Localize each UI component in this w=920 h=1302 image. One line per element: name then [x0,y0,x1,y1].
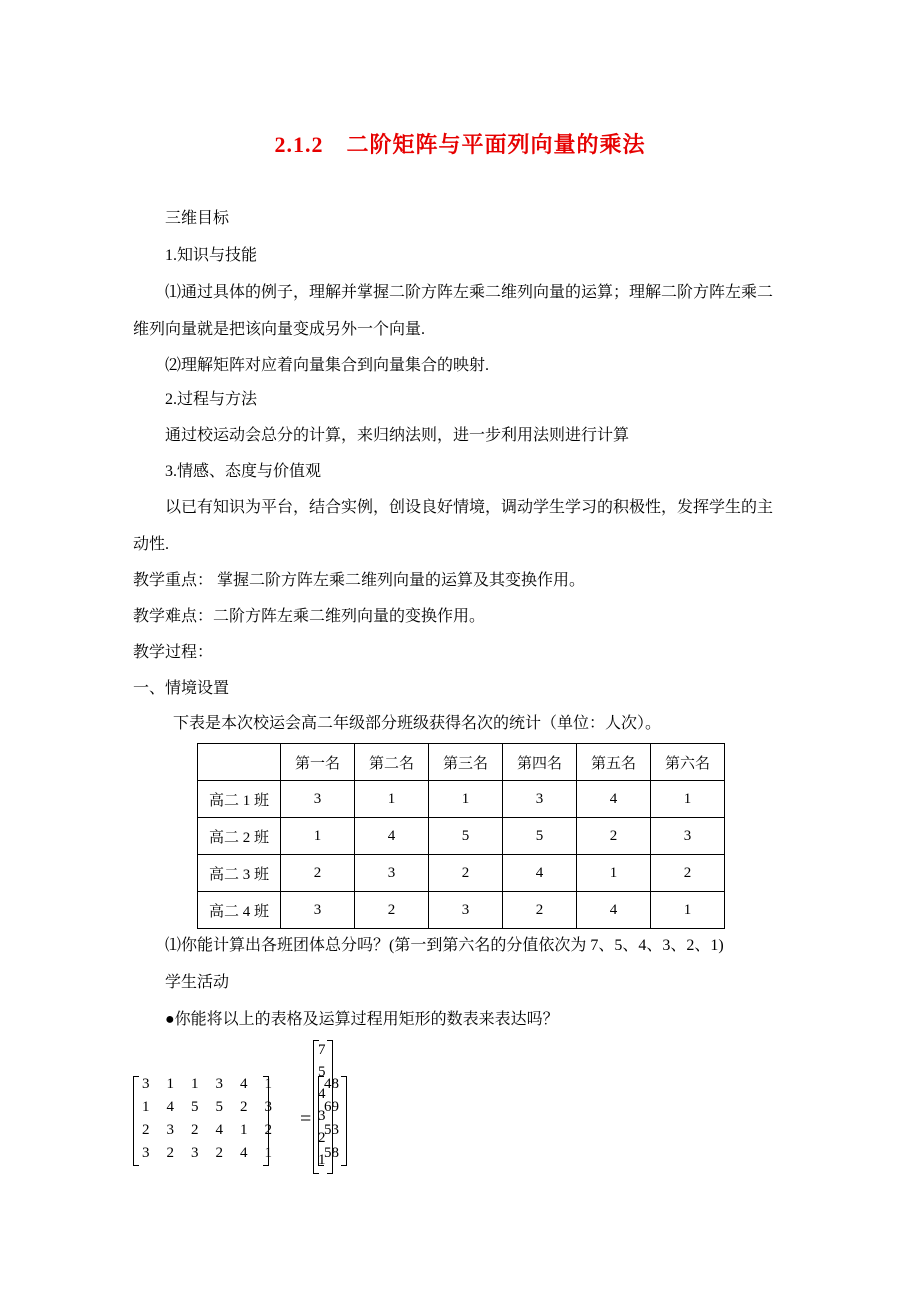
matrix-row [142,1099,289,1116]
process-heading: 教学过程： [133,644,214,661]
key-point: 教学重点： 掌握二阶方阵左乘二维列向量的运算及其变换作用。 [133,572,586,589]
table-cell: 4 [355,818,429,855]
matrix-entry: 3 [264,1099,272,1115]
matrix-entry: 3 [166,1122,174,1138]
vector-entry: 7 [318,1042,326,1058]
table-cell: 3 [651,818,725,855]
vector-entry: 3 [318,1108,326,1124]
matrix-entry: 2 [166,1145,174,1161]
table-row [198,818,725,855]
table-cell: 4 [577,781,651,818]
table-header-cell: 第五名 [577,744,651,781]
table-row [198,781,725,818]
table-header-cell: 第三名 [429,744,503,781]
table-header-cell: 第六名 [651,744,725,781]
table-cell: 2 [651,855,725,892]
table-cell: 1 [281,818,355,855]
matrix-entry: 4 [240,1076,248,1092]
result-entry: 48 [324,1076,339,1092]
matrix-entry: 2 [264,1122,272,1138]
table-cell: 3 [281,892,355,929]
matrix-entry: 4 [166,1099,174,1115]
table-row [198,892,725,929]
table-cell: 1 [355,781,429,818]
matrix-entry: 1 [240,1122,248,1138]
equals-sign: = [300,1108,312,1130]
table-cell: 2 [577,818,651,855]
table-cell: 高二 1 班 [198,781,281,818]
subheading: 1.知识与技能 [165,247,258,264]
matrix-entry: 2 [215,1145,223,1161]
matrix-entry: 3 [142,1076,150,1092]
table-cell: 1 [577,855,651,892]
matrix-entry: 1 [264,1145,272,1161]
table-cell: 3 [429,892,503,929]
matrix-entry: 2 [240,1099,248,1115]
table-header-row [198,744,725,781]
paragraph: ⑵理解矩阵对应着向量集合到向量集合的映射. [165,357,490,374]
vector-entry: 2 [318,1130,326,1146]
matrix-entry: 1 [191,1076,199,1092]
question: ●你能将以上的表格及运算过程用矩形的数表来表达吗？ [165,1011,559,1028]
table-cell: 高二 3 班 [198,855,281,892]
activity-heading: 学生活动 [165,974,230,991]
table-cell: 2 [503,892,577,929]
score-matrix [133,1076,272,1168]
paragraph: 以已有知识为平台，结合实例，创设良好情境，调动学生学习的积极性，发挥学生的主 [165,499,774,516]
matrix-entry: 1 [142,1099,150,1115]
section-heading: 一、情境设置 [133,680,230,697]
matrix-row [142,1122,289,1139]
table-cell: 3 [355,855,429,892]
table-cell: 1 [429,781,503,818]
vector-entry: 5 [318,1064,326,1080]
subheading: 2.过程与方法 [165,391,258,408]
table-cell: 3 [503,781,577,818]
subheading: 3.情感、态度与价值观 [165,463,322,480]
matrix-entry: 4 [240,1145,248,1161]
vector-entry: 4 [318,1086,326,1102]
table-header-cell [198,744,281,781]
table-caption: 下表是本次校运会高二年级部分班级获得名次的统计（单位：人次）。 [173,715,662,732]
matrix-entry: 3 [191,1145,199,1161]
matrix-entry: 2 [191,1122,199,1138]
table-header-cell: 第二名 [355,744,429,781]
matrix-entry: 3 [142,1145,150,1161]
paragraph: 动性. [133,536,170,553]
left-bracket [133,1076,139,1166]
result-entry: 69 [324,1099,339,1115]
matrix-entry: 3 [215,1076,223,1092]
page-title: 2.1.2 二阶矩阵与平面列向量的乘法 [274,132,646,157]
vector-entry: 1 [318,1152,326,1168]
matrix-entry: 4 [215,1122,223,1138]
right-bracket [341,1076,347,1166]
matrix-row [142,1145,289,1162]
matrix-entry: 1 [166,1076,174,1092]
result-vector [318,1076,347,1168]
table-cell: 2 [355,892,429,929]
result-entry: 53 [324,1122,339,1138]
result-entry: 58 [324,1145,339,1161]
table-row [198,855,725,892]
matrix-entry: 1 [264,1076,272,1092]
matrix-entry: 5 [215,1099,223,1115]
question: ⑴你能计算出各班团体总分吗？(第一到第六名的分值依次为 7、5、4、3、2、1) [165,937,724,954]
table-cell: 高二 4 班 [198,892,281,929]
matrix-row [142,1076,289,1093]
table-cell: 4 [577,892,651,929]
table-cell: 3 [281,781,355,818]
table-cell: 2 [281,855,355,892]
paragraph: ⑴通过具体的例子，理解并掌握二阶方阵左乘二维列向量的运算；理解二阶方阵左乘二 [165,284,774,301]
table-cell: 5 [429,818,503,855]
paragraph: 维列向量就是把该向量变成另外一个向量. [133,321,426,338]
table-cell: 4 [503,855,577,892]
table-header-cell: 第一名 [281,744,355,781]
table-cell: 高二 2 班 [198,818,281,855]
table-header-cell: 第四名 [503,744,577,781]
table-cell: 2 [429,855,503,892]
matrix-entry: 5 [191,1099,199,1115]
table-cell: 5 [503,818,577,855]
matrix-entry: 2 [142,1122,150,1138]
ranking-table [197,743,725,929]
table-cell: 1 [651,892,725,929]
table-cell: 1 [651,781,725,818]
section-heading: 三维目标 [165,210,230,227]
difficult-point: 教学难点：二阶方阵左乘二维列向量的变换作用。 [133,608,486,625]
paragraph: 通过校运动会总分的计算，来归纳法则，进一步利用法则进行计算 [165,427,630,444]
